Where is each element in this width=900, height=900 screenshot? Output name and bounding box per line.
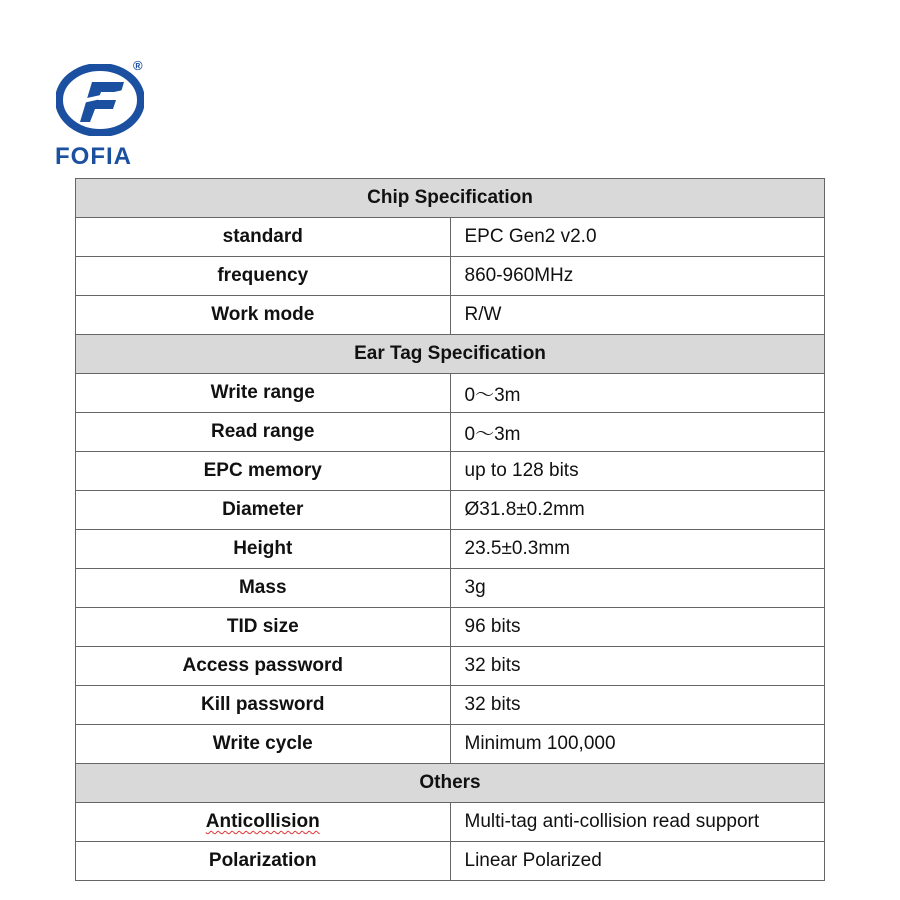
spec-row <box>76 803 825 842</box>
spec-value: 0～3m <box>450 374 825 413</box>
spec-key-label: Anticollision <box>205 811 320 832</box>
spec-value: 32 bits <box>450 686 825 725</box>
spec-row <box>76 647 825 686</box>
section-header <box>76 764 825 803</box>
spec-value: EPC Gen2 v2.0 <box>450 218 825 257</box>
spec-key <box>76 413 451 452</box>
spec-row <box>76 257 825 296</box>
spec-key <box>76 803 451 842</box>
spec-key <box>76 452 451 491</box>
spec-row <box>76 530 825 569</box>
spec-key <box>76 374 451 413</box>
spec-key <box>76 569 451 608</box>
spec-value: 32 bits <box>450 647 825 686</box>
spec-row <box>76 413 825 452</box>
brand-name: FOFIA <box>55 143 132 170</box>
spec-value: Linear Polarized <box>450 842 825 881</box>
section-title: Ear Tag Specification <box>76 335 825 374</box>
spec-key <box>76 686 451 725</box>
fofia-logo-icon <box>56 64 144 136</box>
spec-key-label: Diameter <box>222 499 304 520</box>
spec-row <box>76 608 825 647</box>
spec-row <box>76 842 825 881</box>
section-title: Chip Specification <box>76 179 825 218</box>
spec-value: Ø31.8±0.2mm <box>450 491 825 530</box>
spec-key <box>76 647 451 686</box>
spec-value: 23.5±0.3mm <box>450 530 825 569</box>
spec-key-label: Mass <box>238 577 287 598</box>
spec-key-label: Access password <box>182 655 344 676</box>
spec-key-label: TID size <box>226 616 299 637</box>
spec-key-label: standard <box>222 226 303 247</box>
spec-key <box>76 725 451 764</box>
spec-value: Multi-tag anti-collision read support <box>450 803 825 842</box>
spec-key-label: EPC memory <box>203 460 322 481</box>
spec-key <box>76 608 451 647</box>
section-title: Others <box>76 764 825 803</box>
spec-key-label: Write range <box>210 382 315 403</box>
spec-row <box>76 374 825 413</box>
spec-value: 860-960MHz <box>450 257 825 296</box>
spec-key <box>76 218 451 257</box>
spec-row <box>76 725 825 764</box>
section-header <box>76 335 825 374</box>
spec-key-label: Polarization <box>208 850 317 871</box>
spec-key-label: Height <box>233 538 293 559</box>
spec-key <box>76 491 451 530</box>
spec-value: 0～3m <box>450 413 825 452</box>
spec-value: Minimum 100,000 <box>450 725 825 764</box>
spec-key-label: Work mode <box>211 304 315 325</box>
spec-key <box>76 842 451 881</box>
spec-row <box>76 569 825 608</box>
spec-row <box>76 686 825 725</box>
spec-key <box>76 296 451 335</box>
spec-key-label: frequency <box>217 265 309 286</box>
spec-row <box>76 491 825 530</box>
spec-key-label: Write cycle <box>212 733 313 754</box>
spec-row <box>76 296 825 335</box>
spec-table <box>75 178 825 881</box>
spec-row <box>76 452 825 491</box>
spec-value: 3g <box>450 569 825 608</box>
section-header <box>76 179 825 218</box>
spec-key-label: Kill password <box>200 694 325 715</box>
spec-key <box>76 257 451 296</box>
spec-key-label: Read range <box>211 421 315 442</box>
spec-row <box>76 218 825 257</box>
spec-value: R/W <box>450 296 825 335</box>
registered-mark: ® <box>133 58 143 73</box>
spec-key <box>76 530 451 569</box>
spec-value: 96 bits <box>450 608 825 647</box>
spec-value: up to 128 bits <box>450 452 825 491</box>
